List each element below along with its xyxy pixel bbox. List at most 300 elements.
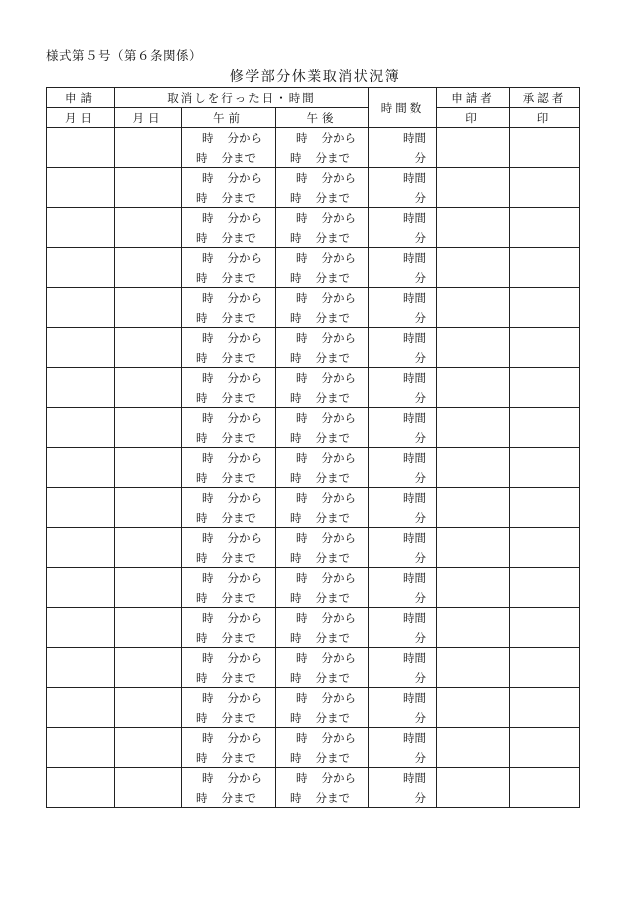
applicant-seal-cell[interactable]	[437, 408, 510, 448]
hour-label: 時	[296, 171, 308, 185]
form-number-label: 様式第５号（第６条関係）	[46, 48, 203, 63]
pm-time-cell[interactable]	[276, 328, 369, 368]
hour-label: 時	[296, 371, 308, 385]
table-row	[47, 568, 580, 608]
until-label: 分まで	[221, 671, 256, 685]
application-date-cell[interactable]	[47, 688, 115, 728]
hours-cell[interactable]	[369, 528, 437, 568]
hour-label: 時	[290, 311, 302, 325]
pm-time-cell[interactable]	[276, 768, 369, 808]
from-label: 分から	[321, 411, 356, 425]
approver-seal-cell[interactable]	[510, 608, 580, 648]
cancel-date-cell[interactable]	[115, 488, 182, 528]
hour-label: 時	[290, 231, 302, 245]
hour-label: 時	[202, 691, 214, 705]
applicant-seal-cell[interactable]	[437, 528, 510, 568]
applicant-seal-cell[interactable]	[437, 568, 510, 608]
from-label: 分から	[227, 331, 262, 345]
table-row	[47, 128, 580, 168]
pm-time-cell[interactable]	[276, 728, 369, 768]
until-label: 分まで	[221, 431, 256, 445]
applicant-seal-cell[interactable]	[437, 248, 510, 288]
applicant-seal-cell[interactable]	[437, 608, 510, 648]
cancel-date-cell[interactable]	[115, 128, 182, 168]
from-label: 分から	[227, 611, 262, 625]
hour-label: 時	[290, 271, 302, 285]
applicant-seal-cell[interactable]	[437, 728, 510, 768]
hours-unit-label: 時間	[403, 171, 426, 185]
cancel-date-cell[interactable]	[115, 528, 182, 568]
cancel-date-cell[interactable]	[115, 208, 182, 248]
hours-unit-label: 時間	[403, 331, 426, 345]
cancel-date-cell[interactable]	[115, 688, 182, 728]
until-label: 分まで	[315, 351, 350, 365]
hour-label: 時	[296, 571, 308, 585]
from-label: 分から	[321, 531, 356, 545]
hour-label: 時	[290, 671, 302, 685]
from-label: 分から	[227, 651, 262, 665]
hour-label: 時	[296, 411, 308, 425]
hour-label: 時	[196, 151, 208, 165]
application-date-cell[interactable]	[47, 608, 115, 648]
hour-label: 時	[196, 351, 208, 365]
pm-time-cell[interactable]	[276, 608, 369, 648]
hour-label: 時	[296, 331, 308, 345]
hours-cell[interactable]	[369, 168, 437, 208]
until-label: 分まで	[221, 711, 256, 725]
cancel-date-cell[interactable]	[115, 448, 182, 488]
pm-time-cell[interactable]	[276, 568, 369, 608]
hours-unit-label: 時間	[403, 491, 426, 505]
am-time-cell[interactable]	[182, 488, 276, 528]
applicant-seal-cell[interactable]	[437, 288, 510, 328]
hours-cell[interactable]	[369, 448, 437, 488]
application-date-cell[interactable]	[47, 648, 115, 688]
until-label: 分まで	[221, 271, 256, 285]
hour-label: 時	[196, 271, 208, 285]
hour-label: 時	[202, 211, 214, 225]
table-row	[47, 648, 580, 688]
application-date-cell[interactable]	[47, 328, 115, 368]
hour-label: 時	[202, 451, 214, 465]
pm-time-cell[interactable]	[276, 488, 369, 528]
cancel-date-cell[interactable]	[115, 648, 182, 688]
from-label: 分から	[321, 771, 356, 785]
hour-label: 時	[296, 291, 308, 305]
application-date-cell[interactable]	[47, 128, 115, 168]
pm-time-cell[interactable]	[276, 128, 369, 168]
hours-cell[interactable]	[369, 208, 437, 248]
hours-cell[interactable]	[369, 128, 437, 168]
hour-label: 時	[290, 551, 302, 565]
cancel-date-cell[interactable]	[115, 368, 182, 408]
hour-label: 時	[290, 751, 302, 765]
table-row	[47, 288, 580, 328]
am-time-cell[interactable]	[182, 288, 276, 328]
until-label: 分まで	[221, 391, 256, 405]
until-label: 分まで	[221, 151, 256, 165]
hour-label: 時	[296, 131, 308, 145]
minutes-unit-label: 分	[414, 191, 426, 205]
from-label: 分から	[321, 211, 356, 225]
application-date-cell[interactable]	[47, 248, 115, 288]
hours-cell[interactable]	[369, 488, 437, 528]
cancel-date-cell[interactable]	[115, 608, 182, 648]
approver-seal-cell[interactable]	[510, 408, 580, 448]
am-time-cell[interactable]	[182, 128, 276, 168]
hour-label: 時	[202, 771, 214, 785]
from-label: 分から	[321, 691, 356, 705]
applicant-seal-cell[interactable]	[437, 168, 510, 208]
until-label: 分まで	[221, 191, 256, 205]
hour-label: 時	[290, 151, 302, 165]
hour-label: 時	[202, 531, 214, 545]
until-label: 分まで	[315, 751, 350, 765]
am-time-cell[interactable]	[182, 528, 276, 568]
from-label: 分から	[227, 731, 262, 745]
minutes-unit-label: 分	[414, 511, 426, 525]
from-label: 分から	[227, 771, 262, 785]
cancel-date-cell[interactable]	[115, 168, 182, 208]
minutes-unit-label: 分	[414, 391, 426, 405]
from-label: 分から	[227, 691, 262, 705]
hours-cell[interactable]	[369, 408, 437, 448]
hours-unit-label: 時間	[403, 251, 426, 265]
am-time-cell[interactable]	[182, 168, 276, 208]
from-label: 分から	[227, 411, 262, 425]
from-label: 分から	[321, 571, 356, 585]
cancellation-ledger-table	[46, 87, 580, 808]
hours-unit-label: 時間	[403, 371, 426, 385]
until-label: 分まで	[315, 631, 350, 645]
approver-seal-cell[interactable]	[510, 328, 580, 368]
application-date-cell[interactable]	[47, 208, 115, 248]
from-label: 分から	[227, 171, 262, 185]
until-label: 分まで	[221, 311, 256, 325]
header-application-top: 申請	[47, 88, 115, 108]
hour-label: 時	[296, 611, 308, 625]
from-label: 分から	[227, 131, 262, 145]
header-applicant-top: 申請者	[437, 88, 510, 108]
approver-seal-cell[interactable]	[510, 208, 580, 248]
applicant-seal-cell[interactable]	[437, 648, 510, 688]
table-row	[47, 368, 580, 408]
hour-label: 時	[196, 791, 208, 805]
header-applicant-seal: 印	[437, 108, 510, 128]
applicant-seal-cell[interactable]	[437, 368, 510, 408]
until-label: 分まで	[315, 391, 350, 405]
table-row	[47, 168, 580, 208]
pm-time-cell[interactable]	[276, 288, 369, 328]
hour-label: 時	[202, 131, 214, 145]
approver-seal-cell[interactable]	[510, 448, 580, 488]
until-label: 分まで	[315, 151, 350, 165]
hour-label: 時	[196, 751, 208, 765]
cancel-date-cell[interactable]	[115, 408, 182, 448]
hours-unit-label: 時間	[403, 531, 426, 545]
from-label: 分から	[321, 331, 356, 345]
until-label: 分まで	[315, 671, 350, 685]
hour-label: 時	[196, 391, 208, 405]
hour-label: 時	[290, 791, 302, 805]
approver-seal-cell[interactable]	[510, 768, 580, 808]
applicant-seal-cell[interactable]	[437, 688, 510, 728]
hours-unit-label: 時間	[403, 651, 426, 665]
approver-seal-cell[interactable]	[510, 248, 580, 288]
hour-label: 時	[202, 331, 214, 345]
hour-label: 時	[290, 631, 302, 645]
am-time-cell[interactable]	[182, 408, 276, 448]
hours-unit-label: 時間	[403, 451, 426, 465]
am-time-cell[interactable]	[182, 248, 276, 288]
from-label: 分から	[321, 171, 356, 185]
hour-label: 時	[290, 711, 302, 725]
cancel-date-cell[interactable]	[115, 568, 182, 608]
hours-unit-label: 時間	[403, 771, 426, 785]
page-title: 修学部分休業取消状況簿	[229, 69, 401, 85]
hour-label: 時	[296, 451, 308, 465]
am-time-cell[interactable]	[182, 648, 276, 688]
approver-seal-cell[interactable]	[510, 568, 580, 608]
until-label: 分まで	[221, 791, 256, 805]
from-label: 分から	[227, 371, 262, 385]
header-approver-top: 承認者	[510, 88, 580, 108]
cancel-date-cell[interactable]	[115, 328, 182, 368]
until-label: 分まで	[315, 271, 350, 285]
from-label: 分から	[227, 451, 262, 465]
from-label: 分から	[321, 451, 356, 465]
application-date-cell[interactable]	[47, 288, 115, 328]
hour-label: 時	[196, 431, 208, 445]
pm-time-cell[interactable]	[276, 368, 369, 408]
minutes-unit-label: 分	[414, 311, 426, 325]
header-cancel-date: 月日	[115, 108, 182, 128]
hour-label: 時	[202, 251, 214, 265]
header-hours: 時間数	[369, 88, 437, 128]
cancel-date-cell[interactable]	[115, 768, 182, 808]
table-row	[47, 768, 580, 808]
until-label: 分まで	[221, 231, 256, 245]
hour-label: 時	[290, 351, 302, 365]
pm-time-cell[interactable]	[276, 688, 369, 728]
hour-label: 時	[290, 191, 302, 205]
application-date-cell[interactable]	[47, 488, 115, 528]
until-label: 分まで	[221, 471, 256, 485]
am-time-cell[interactable]	[182, 728, 276, 768]
header-row-2	[47, 108, 580, 128]
table-row	[47, 208, 580, 248]
hour-label: 時	[202, 491, 214, 505]
application-date-cell[interactable]	[47, 528, 115, 568]
hour-label: 時	[290, 511, 302, 525]
header-pm: 午後	[276, 108, 369, 128]
am-time-cell[interactable]	[182, 768, 276, 808]
application-date-cell[interactable]	[47, 768, 115, 808]
applicant-seal-cell[interactable]	[437, 768, 510, 808]
header-application-bottom: 月日	[47, 108, 115, 128]
hour-label: 時	[196, 231, 208, 245]
until-label: 分まで	[221, 751, 256, 765]
from-label: 分から	[321, 131, 356, 145]
pm-time-cell[interactable]	[276, 248, 369, 288]
hours-cell[interactable]	[369, 248, 437, 288]
application-date-cell[interactable]	[47, 408, 115, 448]
hour-label: 時	[196, 191, 208, 205]
hours-cell[interactable]	[369, 568, 437, 608]
table-row	[47, 728, 580, 768]
am-time-cell[interactable]	[182, 608, 276, 648]
hours-unit-label: 時間	[403, 691, 426, 705]
pm-time-cell[interactable]	[276, 408, 369, 448]
hour-label: 時	[196, 671, 208, 685]
approver-seal-cell[interactable]	[510, 288, 580, 328]
until-label: 分まで	[315, 191, 350, 205]
hour-label: 時	[296, 731, 308, 745]
approver-seal-cell[interactable]	[510, 688, 580, 728]
from-label: 分から	[321, 611, 356, 625]
hours-cell[interactable]	[369, 728, 437, 768]
applicant-seal-cell[interactable]	[437, 328, 510, 368]
applicant-seal-cell[interactable]	[437, 488, 510, 528]
hour-label: 時	[296, 691, 308, 705]
applicant-seal-cell[interactable]	[437, 128, 510, 168]
hours-unit-label: 時間	[403, 611, 426, 625]
header-cancel-group: 取消しを行った日・時間	[115, 88, 369, 108]
minutes-unit-label: 分	[414, 431, 426, 445]
minutes-unit-label: 分	[414, 231, 426, 245]
approver-seal-cell[interactable]	[510, 648, 580, 688]
minutes-unit-label: 分	[414, 471, 426, 485]
approver-seal-cell[interactable]	[510, 528, 580, 568]
hours-cell[interactable]	[369, 288, 437, 328]
application-date-cell[interactable]	[47, 728, 115, 768]
table-row	[47, 408, 580, 448]
approver-seal-cell[interactable]	[510, 368, 580, 408]
from-label: 分から	[321, 731, 356, 745]
cancel-date-cell[interactable]	[115, 248, 182, 288]
hour-label: 時	[296, 251, 308, 265]
hour-label: 時	[202, 171, 214, 185]
until-label: 分まで	[315, 511, 350, 525]
hours-cell[interactable]	[369, 608, 437, 648]
hours-unit-label: 時間	[403, 571, 426, 585]
from-label: 分から	[321, 291, 356, 305]
hours-unit-label: 時間	[403, 211, 426, 225]
am-time-cell[interactable]	[182, 368, 276, 408]
hour-label: 時	[290, 391, 302, 405]
hours-cell[interactable]	[369, 648, 437, 688]
application-date-cell[interactable]	[47, 568, 115, 608]
am-time-cell[interactable]	[182, 688, 276, 728]
table-row	[47, 328, 580, 368]
minutes-unit-label: 分	[414, 711, 426, 725]
applicant-seal-cell[interactable]	[437, 208, 510, 248]
application-date-cell[interactable]	[47, 168, 115, 208]
hour-label: 時	[296, 651, 308, 665]
applicant-seal-cell[interactable]	[437, 448, 510, 488]
minutes-unit-label: 分	[414, 671, 426, 685]
cancel-date-cell[interactable]	[115, 728, 182, 768]
table-row	[47, 688, 580, 728]
until-label: 分まで	[315, 231, 350, 245]
from-label: 分から	[227, 291, 262, 305]
from-label: 分から	[227, 211, 262, 225]
approver-seal-cell[interactable]	[510, 128, 580, 168]
hour-label: 時	[290, 471, 302, 485]
hour-label: 時	[196, 311, 208, 325]
hour-label: 時	[202, 571, 214, 585]
application-date-cell[interactable]	[47, 448, 115, 488]
approver-seal-cell[interactable]	[510, 168, 580, 208]
hour-label: 時	[196, 551, 208, 565]
pm-time-cell[interactable]	[276, 208, 369, 248]
am-time-cell[interactable]	[182, 208, 276, 248]
pm-time-cell[interactable]	[276, 448, 369, 488]
am-time-cell[interactable]	[182, 568, 276, 608]
from-label: 分から	[321, 491, 356, 505]
hours-cell[interactable]	[369, 368, 437, 408]
minutes-unit-label: 分	[414, 751, 426, 765]
hour-label: 時	[296, 771, 308, 785]
header-am: 午前	[182, 108, 276, 128]
hour-label: 時	[202, 371, 214, 385]
application-date-cell[interactable]	[47, 368, 115, 408]
pm-time-cell[interactable]	[276, 168, 369, 208]
am-time-cell[interactable]	[182, 328, 276, 368]
am-time-cell[interactable]	[182, 448, 276, 488]
hour-label: 時	[296, 491, 308, 505]
hour-label: 時	[202, 411, 214, 425]
hours-cell[interactable]	[369, 328, 437, 368]
until-label: 分まで	[221, 351, 256, 365]
hour-label: 時	[196, 591, 208, 605]
pm-time-cell[interactable]	[276, 648, 369, 688]
hour-label: 時	[202, 291, 214, 305]
hour-label: 時	[202, 611, 214, 625]
hour-label: 時	[196, 711, 208, 725]
hour-label: 時	[196, 511, 208, 525]
minutes-unit-label: 分	[414, 351, 426, 365]
hour-label: 時	[202, 731, 214, 745]
until-label: 分まで	[221, 591, 256, 605]
table-row	[47, 528, 580, 568]
until-label: 分まで	[315, 591, 350, 605]
until-label: 分まで	[221, 551, 256, 565]
minutes-unit-label: 分	[414, 151, 426, 165]
until-label: 分まで	[315, 431, 350, 445]
hours-cell[interactable]	[369, 768, 437, 808]
from-label: 分から	[321, 371, 356, 385]
from-label: 分から	[321, 251, 356, 265]
pm-time-cell[interactable]	[276, 528, 369, 568]
header-approver-seal: 印	[510, 108, 580, 128]
until-label: 分まで	[315, 311, 350, 325]
table-row	[47, 488, 580, 528]
until-label: 分まで	[315, 551, 350, 565]
from-label: 分から	[321, 651, 356, 665]
approver-seal-cell[interactable]	[510, 728, 580, 768]
table-row	[47, 248, 580, 288]
minutes-unit-label: 分	[414, 791, 426, 805]
until-label: 分まで	[221, 511, 256, 525]
table-row	[47, 448, 580, 488]
hours-unit-label: 時間	[403, 411, 426, 425]
approver-seal-cell[interactable]	[510, 488, 580, 528]
hour-label: 時	[290, 431, 302, 445]
hours-unit-label: 時間	[403, 731, 426, 745]
cancel-date-cell[interactable]	[115, 288, 182, 328]
hours-cell[interactable]	[369, 688, 437, 728]
